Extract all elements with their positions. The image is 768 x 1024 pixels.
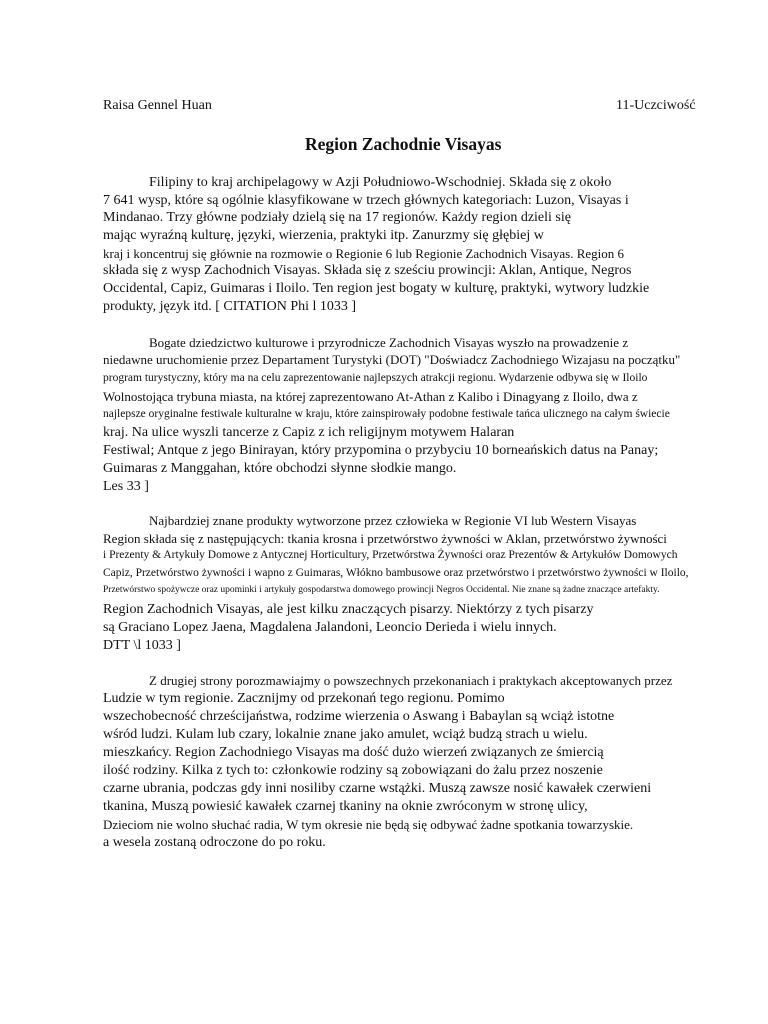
text-line: kraj i koncentruj się głównie na rozmowie o Regionie 6 lub Regionie Zachodnich Visayas. Region 6 — [103, 246, 625, 261]
text-line: Wolnostojąca trybuna miasta, na której zaprezentowano At-Athan z Kalibo i Dinagyang z Iloilo, dwa z — [103, 389, 638, 404]
text-line: Ludzie w tym regionie. Zacznijmy od przekonań tego regionu. Pomimo — [103, 691, 505, 706]
text-line: Guimaras z Manggahan, które obchodzi słynne słodkie mango. — [103, 461, 457, 476]
text-line: są Graciano Lopez Jaena, Magdalena Jalandoni, Leoncio Derieda i wielu innych. — [103, 620, 557, 635]
text-line: ilość rodziny. Kilka z tych to: członkowie rodziny są zobowiązani do żalu przez noszenie — [103, 763, 603, 778]
text-line: wszechobecność chrześcijaństwa, rodzime wierzenia o Aswang i Babaylan są wciąż istotne — [103, 709, 615, 724]
citation-line: DTT \l 1033 ] — [103, 638, 181, 653]
text-line: program turystyczny, który ma na celu zaprezentowanie najlepszych atrakcji regionu. Wydarzenie odbywa się w Iloilo — [103, 372, 648, 384]
text-line: Festiwal; Antque z jego Binirayan, który przypomina o przybyciu 10 borneańskich datus na Panay; — [103, 443, 659, 458]
text-line: Mindanao. Trzy główne podziały dzielą się na 17 regionów. Każdy region dzieli się — [103, 210, 571, 225]
text-line: tkanina, Muszą powiesić kawałek czarnej tkaniny na oknie zwróconym w stronę ulicy, — [103, 799, 588, 814]
text-line: Filipiny to kraj archipelagowy w Azji Południowo-Wschodniej. Składa się z około — [149, 175, 612, 190]
text-line: 7 641 wysp, które są ogólnie klasyfikowane w trzech głównych kategoriach: Luzon, Visayas i — [103, 193, 629, 208]
text-line: Dzieciom nie wolno słuchać radia, W tym okresie nie będą się odbywać żadne spotkania towarzyskie. — [103, 817, 634, 832]
citation-line: Les 33 ] — [103, 479, 149, 494]
text-line: mieszkańcy. Region Zachodniego Visayas ma dość dużo wierzeń związanych ze śmiercią — [103, 745, 604, 760]
text-line: czarne ubrania, podczas gdy inni nosiliby czarne wstążki. Muszą zawsze nosić kawałek czerwieni — [103, 781, 652, 796]
text-line: i Prezenty & Artykuły Domowe z Antycznej Horticultury, Przetwórstwa Żywności oraz Prezentów & Artykułów Domowych — [103, 549, 678, 561]
text-line: Bogate dziedzictwo kulturowe i przyrodnicze Zachodnich Visayas wyszło na prowadzenie z — [149, 335, 629, 350]
text-line: niedawne uruchomienie przez Departament Turystyki (DOT) "Doświadcz Zachodniego Wizajasu na początku" — [103, 352, 681, 367]
text-line: Region Zachodnich Visayas, ale jest kilku znaczących pisarzy. Niektórzy z tych pisarzy — [103, 602, 594, 617]
text-line: Przetwórstwo spożywcze oraz upominki i artykuły gospodarstwa domowego prowincji Negros Occidental. Nie znane są żadne znaczące artefakty. — [103, 585, 660, 595]
text-line: Occidental, Capiz, Guimaras i Iloilo. Ten region jest bogaty w kulturę, praktyki, wytwory ludzkie — [103, 281, 650, 296]
text-line: mając wyraźną kulturę, języki, wierzenia, praktyki itp. Zanurzmy się głębiej w — [103, 228, 544, 243]
class-section: 11-Uczciwość — [616, 98, 696, 113]
citation-line: produkty, język itd. [ CITATION Phi l 1033 ] — [103, 299, 357, 314]
text-line: Najbardziej znane produkty wytworzone przez człowieka w Regionie VI lub Western Visayas — [149, 513, 637, 528]
text-line: wśród ludzi. Kulam lub czary, lokalnie znane jako amulet, wciąż budzą strach u wielu. — [103, 727, 588, 742]
text-line: najlepsze oryginalne festiwale kulturalne w kraju, które zainspirowały podobne festiwale tańca ulicznego na całym świecie — [103, 408, 670, 420]
text-line: kraj. Na ulice wyszli tancerze z Capiz z ich religijnym motywem Halaran — [103, 425, 515, 440]
author-name: Raisa Gennel Huan — [103, 98, 212, 113]
text-line: Capiz, Przetwórstwo żywności i wapno z Guimaras, Włókno bambusowe oraz przetwórstwo i przetwórstwo żywności w Iloilo, — [103, 567, 689, 579]
text-line: składa się z wysp Zachodnich Visayas. Składa się z sześciu prowincji: Aklan, Antique, Negros — [103, 263, 632, 278]
text-line: a wesela zostaną odroczone do po roku. — [103, 835, 326, 850]
text-line: Region składa się z następujących: tkania krosna i przetwórstwo żywności w Aklan, przetwórstwo żywności — [103, 531, 667, 546]
text-line: Z drugiej strony porozmawiajmy o powszechnych przekonaniach i praktykach akceptowanych przez — [149, 673, 673, 688]
document-title: Region Zachodnie Visayas — [305, 134, 502, 154]
